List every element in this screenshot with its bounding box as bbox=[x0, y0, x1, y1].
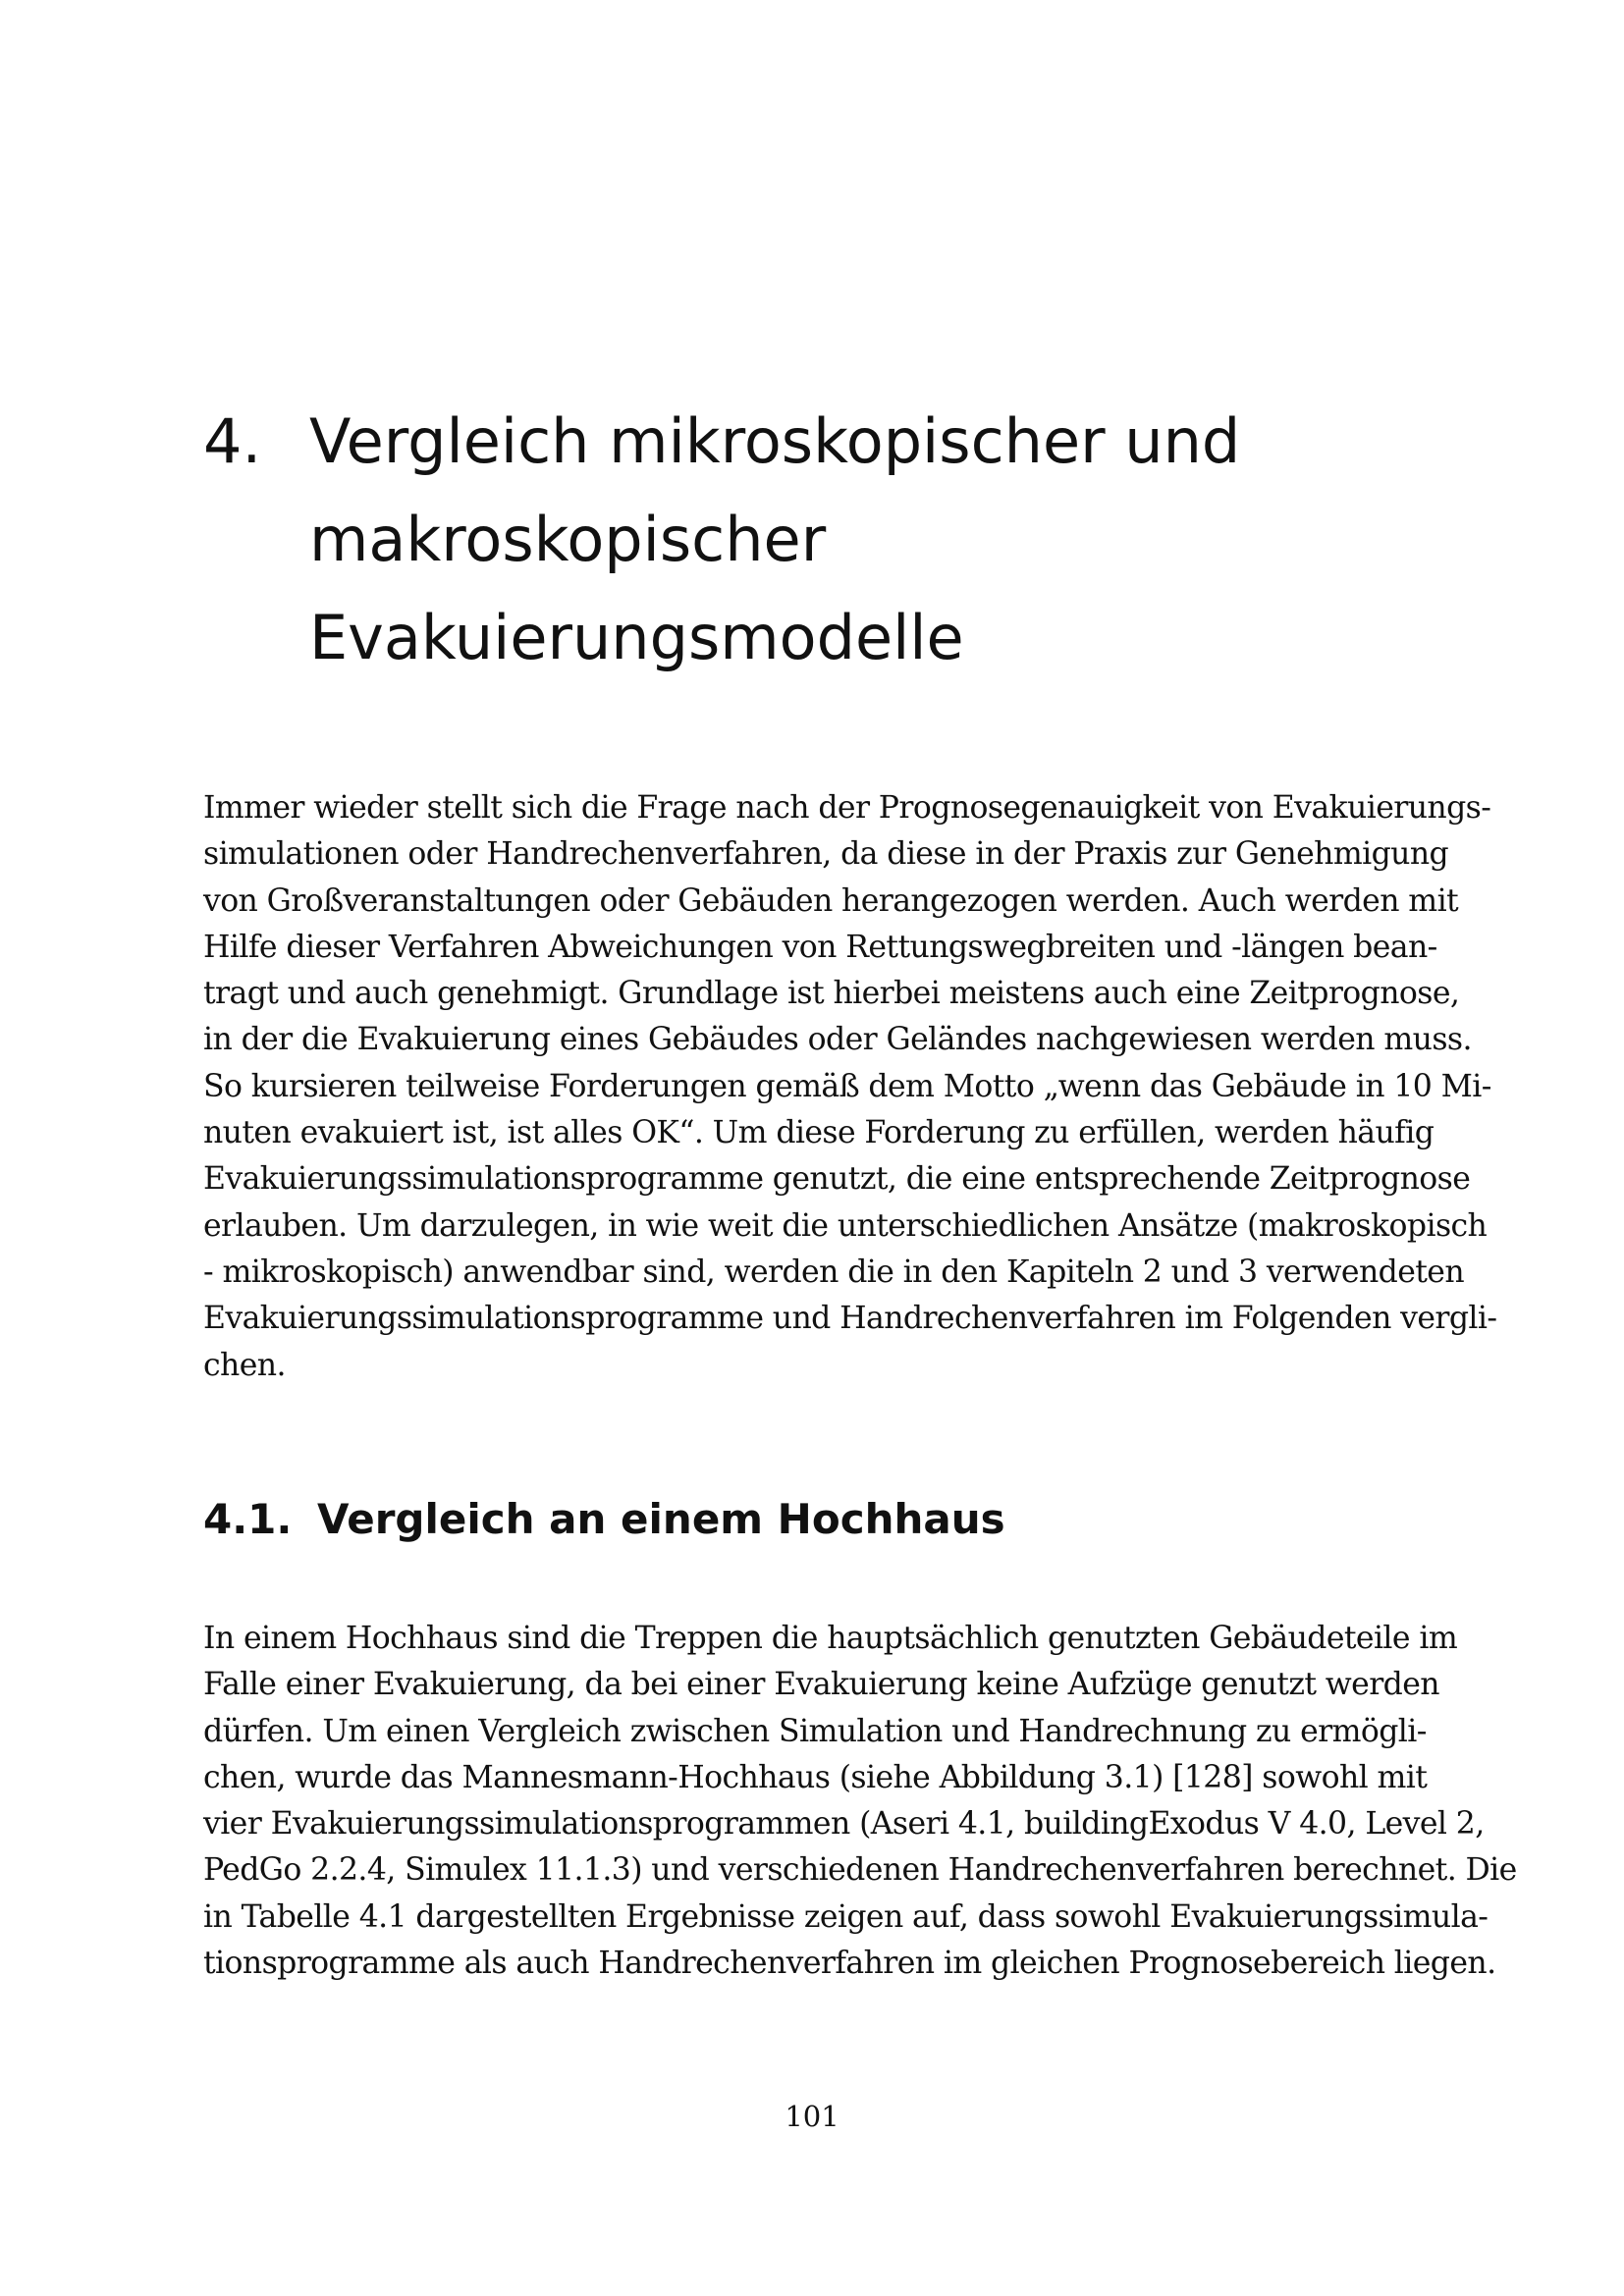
chapter-title-line: Evakuierungsmodelle bbox=[309, 602, 964, 673]
text-line: erlauben. Um darzulegen, in wie weit die unterschiedlichen Ansätze (makroskopisch bbox=[203, 1207, 1488, 1244]
chapter-title bbox=[309, 393, 1240, 687]
text-line: Evakuierungssimulationsprogramme und Handrechenverfahren im Folgenden vergli- bbox=[203, 1301, 1497, 1337]
text-line: nuten evakuiert ist, ist alles OK“. Um diese Forderung zu erfüllen, werden häufig bbox=[203, 1115, 1435, 1151]
text-line: in der die Evakuierung eines Gebäudes oder Geländes nachgewiesen werden muss. bbox=[203, 1022, 1472, 1058]
text-line: chen. bbox=[203, 1347, 286, 1383]
text-line: So kursieren teilweise Forderungen gemäß dem Motto „wenn das Gebäude in 10 Mi- bbox=[203, 1068, 1491, 1104]
text-line: Hilfe dieser Verfahren Abweichungen von Rettungswegbreiten und -längen bean- bbox=[203, 929, 1437, 965]
text-line: in Tabelle 4.1 dargestellten Ergebnisse zeigen auf, dass sowohl Evakuierungssimula- bbox=[203, 1898, 1489, 1935]
text-line: tragt und auch genehmigt. Grundlage ist hierbei meistens auch eine Zeitprognose, bbox=[203, 976, 1460, 1012]
intro-paragraph bbox=[203, 785, 1497, 1389]
section-title: Vergleich an einem Hochhaus bbox=[317, 1495, 1005, 1543]
text-line: vier Evakuierungssimulationsprogrammen (Aseri 4.1, buildingExodus V 4.0, Level 2, bbox=[203, 1806, 1485, 1842]
text-line: - mikroskopisch) anwendbar sind, werden die in den Kapiteln 2 und 3 verwendeten bbox=[203, 1254, 1465, 1290]
text-line: In einem Hochhaus sind die Treppen die hauptsächlich genutzten Gebäudeteile im bbox=[203, 1621, 1458, 1656]
text-line: dürfen. Um einen Vergleich zwischen Simulation und Handrechnung zu ermögli- bbox=[203, 1713, 1427, 1749]
chapter-title-line: Vergleich mikroskopischer und bbox=[309, 405, 1241, 477]
chapter-number: 4. bbox=[203, 405, 262, 477]
text-line: von Großveranstaltungen oder Gebäuden herangezogen werden. Auch werden mit bbox=[203, 882, 1459, 919]
chapter-title-line: makroskopischer bbox=[309, 504, 827, 575]
text-line: Evakuierungssimulationsprogramme genutzt, die eine entsprechende Zeitprognose bbox=[203, 1161, 1471, 1198]
text-line: PedGo 2.2.4, Simulex 11.1.3) und verschiedenen Handrechenverfahren berechnet. Die bbox=[203, 1852, 1517, 1889]
page-number: 101 bbox=[785, 2100, 839, 2133]
section-heading bbox=[203, 1490, 1005, 1549]
text-line: simulationen oder Handrechenverfahren, da diese in der Praxis zur Genehmigung bbox=[203, 836, 1449, 873]
text-line: tionsprogramme als auch Handrechenverfahren im gleichen Prognosebereich liegen. bbox=[203, 1946, 1496, 1982]
text-line: Immer wieder stellt sich die Frage nach der Prognosegenauigkeit von Evakuierungs- bbox=[203, 790, 1491, 826]
section-number: 4.1. bbox=[203, 1495, 293, 1543]
text-line: chen, wurde das Mannesmann-Hochhaus (siehe Abbildung 3.1) [128] sowohl mit bbox=[203, 1759, 1428, 1795]
text-line: Falle einer Evakuierung, da bei einer Evakuierung keine Aufzüge genutzt werden bbox=[203, 1667, 1439, 1703]
section-paragraph bbox=[203, 1616, 1517, 1987]
chapter-heading bbox=[203, 393, 1440, 687]
